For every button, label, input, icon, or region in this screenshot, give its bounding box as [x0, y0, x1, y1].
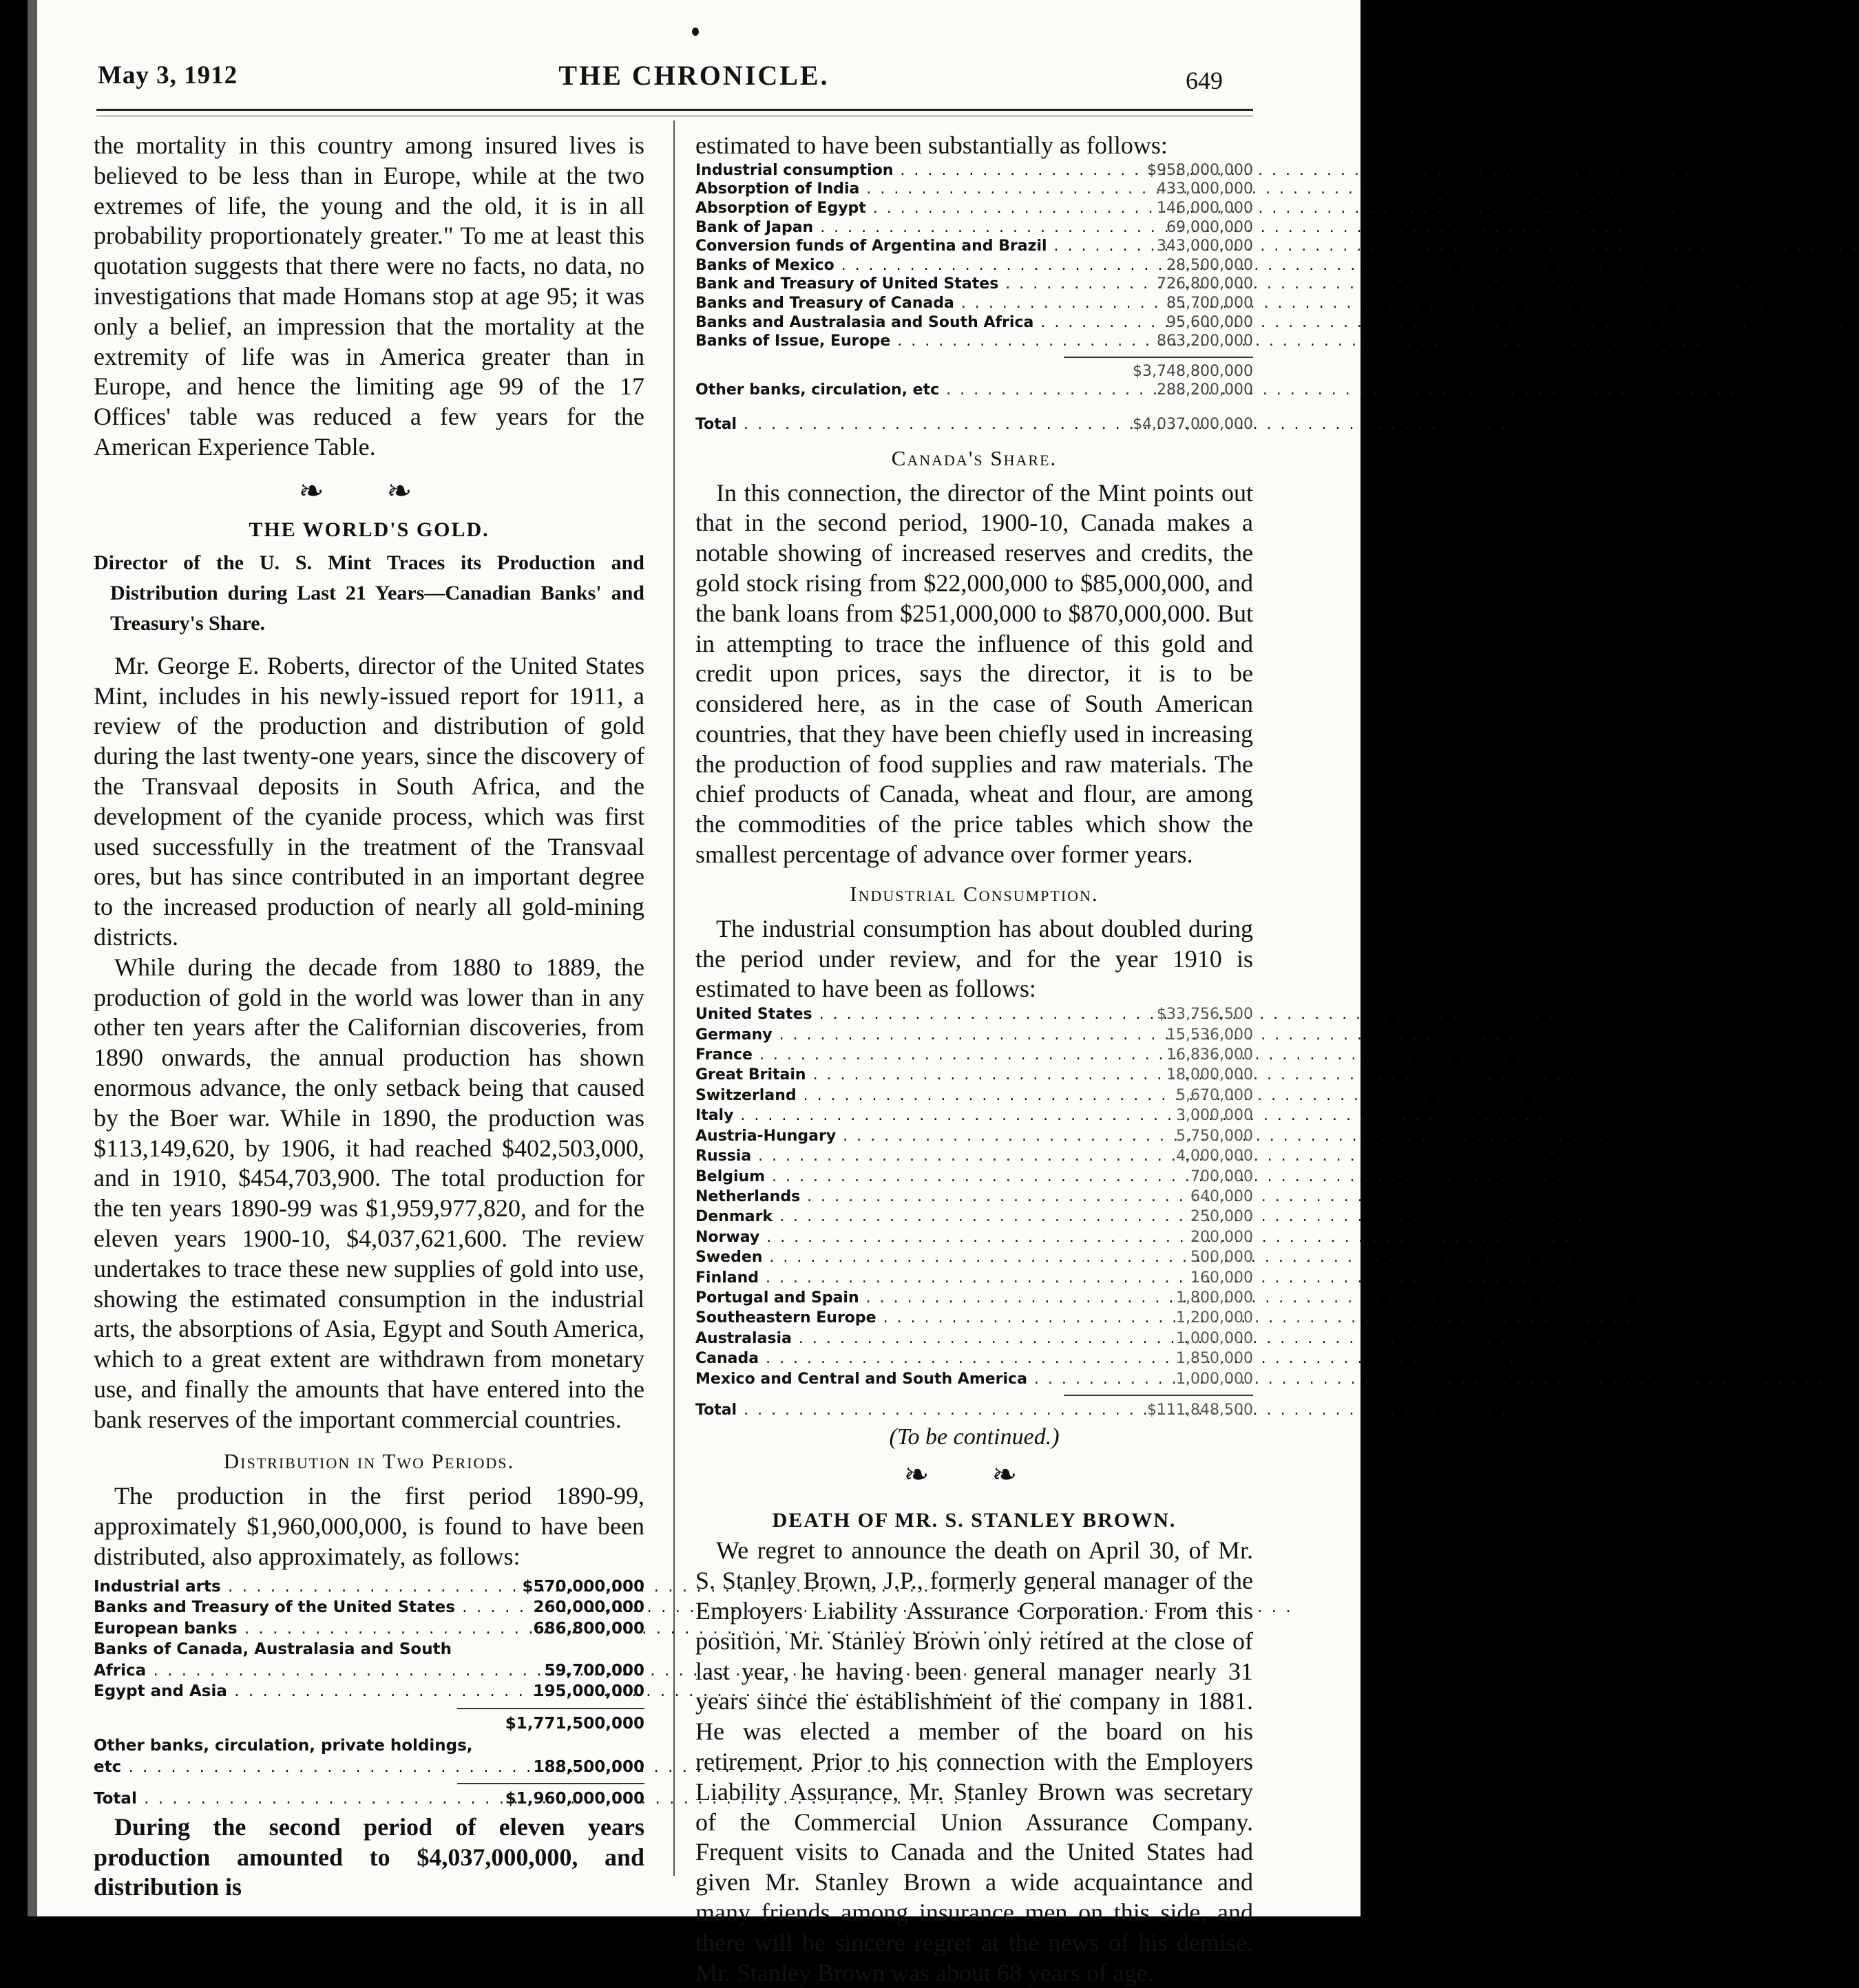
- row-label: Netherlands . . .: [695, 1187, 1120, 1207]
- row-amount: 160,000: [1190, 1269, 1253, 1287]
- issue-date: May 3, 1912: [98, 61, 238, 89]
- table-row: [695, 313, 1253, 332]
- row-amount: $33,756,500: [1157, 1006, 1253, 1024]
- left-column: [94, 131, 644, 1903]
- newspaper-page: [28, 0, 1361, 1987]
- row-amount: 500,000: [1190, 1249, 1253, 1267]
- row-amount: 200,000: [1190, 1228, 1253, 1246]
- row-amount: [512, 1735, 644, 1757]
- section-subhead: Industrial Consumption.: [850, 881, 1099, 906]
- header-rule: [96, 109, 1253, 111]
- table-row: [695, 1349, 1253, 1368]
- article-paragraph: The industrial consumption has about doubled during the period under review, and for the year 1910 is estimated to have been as follows:: [695, 914, 1253, 1003]
- row-amount: 1,000,000: [1176, 1370, 1253, 1388]
- row-label: France . . .: [695, 1045, 1120, 1065]
- row-label: Banks of Canada, Australasia and South: [94, 1640, 452, 1659]
- row-label: Other banks, circulation, private holdings,: [94, 1737, 473, 1755]
- row-amount: $570,000,000: [522, 1577, 644, 1596]
- row-amount: $958,000,000: [1147, 161, 1253, 179]
- row-label: Russia . . .: [695, 1146, 1120, 1166]
- article-deck: Director of the U. S. Mint Traces its Production and Distribution during Last 21 Years—Canadian Banks' and Treasury's Share.: [94, 551, 644, 635]
- table-row: [695, 180, 1253, 199]
- table-row: [695, 199, 1253, 218]
- table-row: [94, 1576, 644, 1598]
- right-column: [695, 131, 1253, 1988]
- row-amount: 28,500,000: [1166, 256, 1253, 274]
- table-row: [94, 1735, 644, 1757]
- distribution-total: [94, 1788, 644, 1810]
- row-label: Canada . . .: [695, 1349, 1120, 1368]
- row-amount: 640,000: [1190, 1187, 1253, 1205]
- section-subhead: Distribution in Two Periods.: [223, 1449, 515, 1474]
- distribution-table-1890-99: [94, 1576, 644, 1702]
- row-label: Australasia . . .: [695, 1329, 1120, 1349]
- row-label: Banks and Treasury of Canada . . .: [695, 294, 1120, 313]
- table-row: [695, 237, 1253, 256]
- table-row: [94, 1788, 644, 1810]
- table-row: [695, 1025, 1253, 1045]
- table-row: [695, 332, 1253, 351]
- row-label: Mexico and Central and South America . . .: [695, 1369, 1120, 1389]
- article-paragraph: While during the decade from 1880 to 1889, the production of gold in the world was lower than in any other ten years after the Californian discoveries, from 1890 onwards, the annual production has shown enormous advance, the only setback being that caused by the Boer war. While in 1890, the production was $113,149,620, by 1906, it had reached $402,503,000, and in 1910, $454,703,900. The total production for the ten years 1890-99 was $1,959,977,820, and for the eleven years 1900-10, $4,037,621,600. The review undertakes to trace these new supplies of gold into use, showing the estimated consumption in the industrial arts, the absorptions of Asia, Egypt and South America, which to a great extent are withdrawn from monetary use, and finally the amounts that have entered into the bank reserves of the important commercial countries.: [94, 953, 644, 1433]
- total-label: Total . . .: [695, 400, 1120, 434]
- table-row: [695, 1247, 1253, 1267]
- row-label: Industrial arts . . .: [94, 1576, 512, 1598]
- article-title: THE WORLD'S GOLD.: [249, 518, 490, 541]
- article-paragraph: The production in the first period 1890-99, approximately $1,960,000,000, is found to have been distributed, also approximately, as follows:: [94, 1482, 644, 1571]
- page-number: 649: [1186, 67, 1223, 94]
- ornament-divider: ❧ ❧: [298, 474, 440, 508]
- table-row: [695, 1106, 1253, 1125]
- table-row: [695, 1227, 1253, 1247]
- row-label: United States . . .: [695, 1004, 1120, 1024]
- subtotal-amount: $3,748,800,000: [1133, 362, 1253, 380]
- row-amount: 18,000,000: [1166, 1066, 1253, 1084]
- row-amount: 69,000,000: [1166, 218, 1253, 236]
- table-row: [695, 1065, 1253, 1085]
- row-amount: 1,000,000: [1176, 1329, 1253, 1347]
- row-amount: 15,536,000: [1166, 1026, 1253, 1044]
- obituary-title: DEATH OF MR. S. STANLEY BROWN.: [772, 1509, 1177, 1532]
- table-row: [94, 1597, 644, 1618]
- masthead-title: THE CHRONICLE.: [558, 60, 830, 91]
- row-amount: 4,000,000: [1176, 1148, 1253, 1165]
- table-row: [695, 161, 1253, 180]
- distribution-other: [94, 1735, 644, 1777]
- table-row: [695, 1146, 1253, 1166]
- row-amount: 1,800,000: [1176, 1289, 1253, 1307]
- continuation-paragraph: estimated to have been substantially as follows:: [695, 131, 1168, 159]
- row-amount: 95,600,000: [1166, 313, 1253, 331]
- row-label: Bank of Japan . . .: [695, 218, 1120, 237]
- total-amount: $1,960,000,000: [505, 1790, 644, 1808]
- table-row: [94, 1757, 644, 1778]
- table-row: [695, 400, 1253, 434]
- ornament-divider: ❧ ❧: [903, 1458, 1045, 1492]
- row-label: Austria-Hungary . . .: [695, 1126, 1120, 1146]
- distribution-subtotal: [695, 362, 1253, 434]
- table-row: [695, 1187, 1253, 1207]
- row-label: Industrial consumption . . .: [695, 161, 1120, 180]
- row-amount: 146,000,000: [1157, 199, 1253, 217]
- industrial-total: [695, 1400, 1253, 1420]
- table-row: [695, 1167, 1253, 1187]
- row-label: Absorption of India . . .: [695, 180, 1120, 199]
- row-label: European banks . . .: [94, 1618, 512, 1640]
- table-row: [94, 1660, 644, 1682]
- table-row: [695, 1126, 1253, 1146]
- row-label: Norway . . .: [695, 1227, 1120, 1247]
- row-amount: 5,750,000: [1176, 1127, 1253, 1145]
- table-row: [94, 1639, 644, 1660]
- row-amount: 195,000,000: [533, 1682, 644, 1701]
- total-amount: $4,037,000,000: [1133, 415, 1253, 433]
- row-label: Egypt and Asia . . .: [94, 1681, 512, 1702]
- table-row: [695, 1086, 1253, 1106]
- table-row: [695, 1207, 1253, 1227]
- row-label: Belgium . . .: [695, 1167, 1120, 1187]
- article-paragraph: During the second period of eleven years production amounted to $4,037,000,000, and distribution is: [94, 1812, 644, 1901]
- row-label: Banks and Treasury of the United States . . .: [94, 1597, 512, 1618]
- row-amount: 59,700,000: [544, 1661, 644, 1680]
- row-amount: 250,000: [1190, 1208, 1253, 1226]
- row-label: Switzerland . . .: [695, 1086, 1120, 1106]
- row-label: Portugal and Spain . . .: [695, 1288, 1120, 1308]
- section-subhead: Canada's Share.: [891, 445, 1058, 470]
- row-amount: 686,800,000: [533, 1619, 644, 1638]
- intro-paragraph: the mortality in this country among insured lives is believed to be less than in Europe, while at the two extremes of life, the young and the old, it is in all probability proportionately greater." To me at least this quotation suggests that there were no facts, no data, no investigations that made Homans stop at age 95; it was only a belief, an impression that the mortality at the extremity of life was in America greater than in Europe, and hence the limiting age 99 of the 17 Offices' table was reduced a few years for the American Experience Table.: [94, 131, 644, 461]
- row-label: Other banks, circulation, etc . . .: [695, 381, 1120, 400]
- row-amount: [512, 1639, 644, 1660]
- row-amount: 700,000: [1190, 1167, 1253, 1185]
- table-row: [695, 218, 1253, 237]
- sum-rule: [457, 1708, 644, 1709]
- sum-rule: [1064, 357, 1253, 358]
- row-label: Great Britain . . .: [695, 1065, 1120, 1085]
- row-label: Italy . . .: [695, 1106, 1120, 1125]
- row-amount: 5,670,000: [1176, 1086, 1253, 1104]
- row-label: etc . . .: [94, 1757, 512, 1778]
- row-label: Banks of Issue, Europe . . .: [695, 332, 1120, 351]
- table-row: [695, 256, 1253, 275]
- row-label: Bank and Treasury of United States . . .: [695, 275, 1120, 294]
- row-label: Banks and Australasia and South Africa . . .: [695, 313, 1120, 332]
- page-edge-shadow: [28, 0, 37, 1916]
- table-row: [695, 1369, 1253, 1389]
- row-label: Africa . . .: [94, 1660, 512, 1682]
- table-row: [695, 1329, 1253, 1349]
- total-amount: $111,848,500: [1147, 1401, 1253, 1419]
- table-row: [695, 381, 1253, 400]
- row-label: Southeastern Europe . . .: [695, 1308, 1120, 1328]
- table-row: [695, 1400, 1253, 1420]
- row-label: Germany . . .: [695, 1025, 1120, 1045]
- table-row: [695, 1004, 1253, 1024]
- table-row: [695, 275, 1253, 294]
- subtotal-amount: $1,771,500,000: [505, 1714, 644, 1733]
- table-row: [94, 1618, 644, 1640]
- row-amount: 260,000,000: [533, 1598, 644, 1617]
- sum-rule: [1064, 1395, 1253, 1396]
- row-label: Denmark . . .: [695, 1207, 1120, 1227]
- row-amount: 1,200,000: [1176, 1309, 1253, 1327]
- sum-rule: [457, 1783, 644, 1784]
- total-label: Total . . .: [94, 1788, 505, 1810]
- row-amount: 343,000,000: [1157, 237, 1253, 255]
- row-label: Conversion funds of Argentina and Brazil . . .: [695, 237, 1120, 256]
- row-label: Banks of Mexico . . .: [695, 256, 1120, 275]
- row-amount: 188,500,000: [533, 1757, 644, 1776]
- row-label: Sweden . . .: [695, 1247, 1120, 1267]
- row-amount: 863,200,000: [1157, 332, 1253, 350]
- article-paragraph: Mr. George E. Roberts, director of the United States Mint, includes in his newly-issued report for 1911, a review of the production and distribution of gold during the last twenty-one years, since the discovery of the Transvaal deposits in South Africa, and the development of the cyanide process, which was first used successfully in the treatment of the Transvaal ores, but has since contributed in an important degree to the increased production of nearly all gold-mining districts.: [94, 651, 644, 951]
- row-amount: 85,700,000: [1166, 294, 1253, 312]
- row-label: Finland . . .: [695, 1268, 1120, 1288]
- table-row: [695, 1045, 1253, 1065]
- total-label: Total . . .: [695, 1400, 1120, 1420]
- continued-note: (To be continued.): [889, 1424, 1060, 1450]
- table-row: [695, 362, 1253, 381]
- table-row: [94, 1713, 644, 1735]
- row-amount: 726,800,000: [1157, 275, 1253, 293]
- obituary-paragraph: We regret to announce the death on April 30, of Mr. S. Stanley Brown, J.P., formerly general manager of the Employers Liability Assurance Corporation. From this position, Mr. Stanley Brown only retired at the close of last year, he having been general manager nearly 31 years since the establishment of the company in 1881. He was elected a member of the board on his retirement. Prior to his connection with the Employers Liability Assurance, Mr. Stanley Brown was secretary of the Commercial Union Assurance Company. Frequent visits to Canada and the United States had given Mr. Stanley Brown a wide acquaintance and many friends among insurance men on this side, and there will be sincere regret at the news of his demise. Mr. Stanley Brown was about 68 years of age.: [695, 1536, 1253, 1987]
- table-row: [695, 294, 1253, 313]
- row-amount: 1,850,000: [1176, 1350, 1253, 1368]
- industrial-consumption-table: [695, 1004, 1253, 1389]
- row-amount: 3,000,000: [1176, 1107, 1253, 1125]
- distribution-table-1900-10: [695, 161, 1253, 351]
- row-amount: 433,000,000: [1157, 180, 1253, 198]
- row-label: Absorption of Egypt . . .: [695, 199, 1120, 218]
- article-paragraph: In this connection, the director of the Mint points out that in the second period, 1900-10, Canada makes a notable showing of increased reserves and credits, the gold stock rising from $22,000,000 to $85,000,000, and the bank loans from $251,000,000 to $870,000,000. But in attempting to trace the influence of this gold and credit upon prices, says the director, it is to be considered here, as in the case of South American countries, that they have been chiefly used in increasing the production of food supplies and raw materials. The chief products of Canada, wheat and flour, are among the commodities of the price tables which show the smallest percentage of advance over former years.: [695, 478, 1253, 869]
- table-row: [94, 1681, 644, 1702]
- table-row: [695, 1288, 1253, 1308]
- table-row: [695, 1308, 1253, 1328]
- table-row: [695, 1268, 1253, 1288]
- distribution-subtotal: [94, 1713, 644, 1735]
- row-amount: 16,836,000: [1166, 1046, 1253, 1064]
- row-amount: 288,200,000: [1157, 381, 1253, 399]
- ink-spot: [692, 28, 699, 36]
